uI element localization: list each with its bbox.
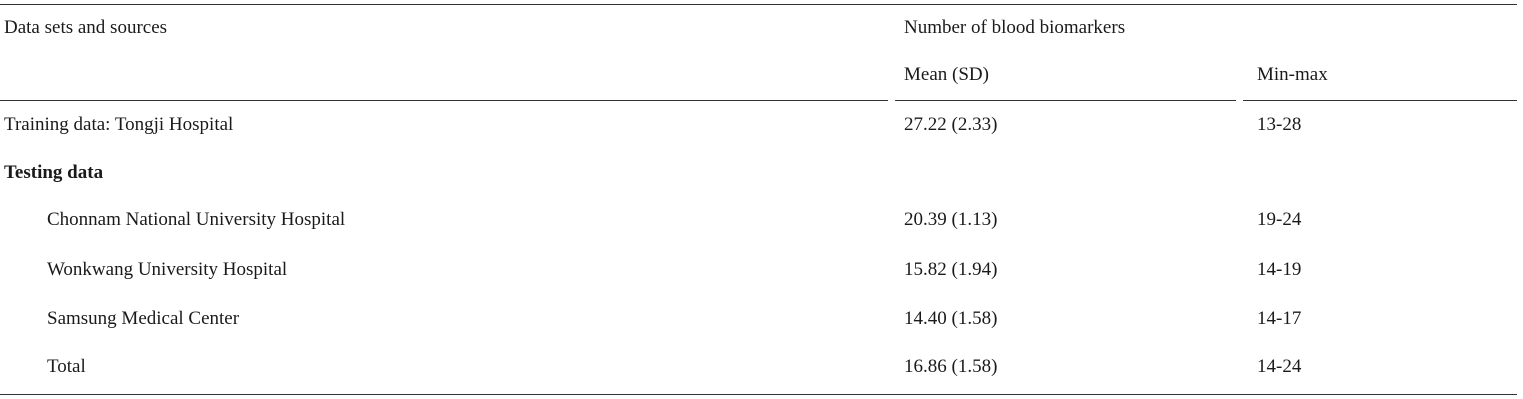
header-rule-left: [0, 100, 888, 101]
row-minmax-training: 13-28: [1257, 114, 1302, 135]
row-mean-samsung: 14.40 (1.58): [904, 308, 998, 329]
table-bottom-rule: [0, 394, 1517, 395]
row-label-testing-section: Testing data: [4, 162, 104, 183]
header-mean-sd: Mean (SD): [904, 64, 989, 85]
row-mean-wonkwang: 15.82 (1.94): [904, 259, 998, 280]
header-rule-mean: [895, 100, 1236, 101]
row-label-chonnam: Chonnam National University Hospital: [47, 209, 346, 230]
row-label-wonkwang: Wonkwang University Hospital: [47, 259, 288, 280]
row-label-total: Total: [47, 356, 86, 377]
row-mean-chonnam: 20.39 (1.13): [904, 209, 998, 230]
header-min-max: Min-max: [1257, 64, 1328, 85]
row-minmax-chonnam: 19-24: [1257, 209, 1302, 230]
row-mean-training: 27.22 (2.33): [904, 114, 998, 135]
row-label-training: Training data: Tongji Hospital: [4, 114, 234, 135]
row-minmax-total: 14-24: [1257, 356, 1302, 377]
table-top-rule: [0, 4, 1517, 5]
row-label-samsung: Samsung Medical Center: [47, 308, 240, 329]
header-rule-minmax: [1243, 100, 1517, 101]
header-data-sets: Data sets and sources: [4, 17, 168, 38]
header-group-biomarkers: Number of blood biomarkers: [904, 17, 1126, 38]
row-minmax-wonkwang: 14-19: [1257, 259, 1302, 280]
row-mean-total: 16.86 (1.58): [904, 356, 998, 377]
row-minmax-samsung: 14-17: [1257, 308, 1302, 329]
